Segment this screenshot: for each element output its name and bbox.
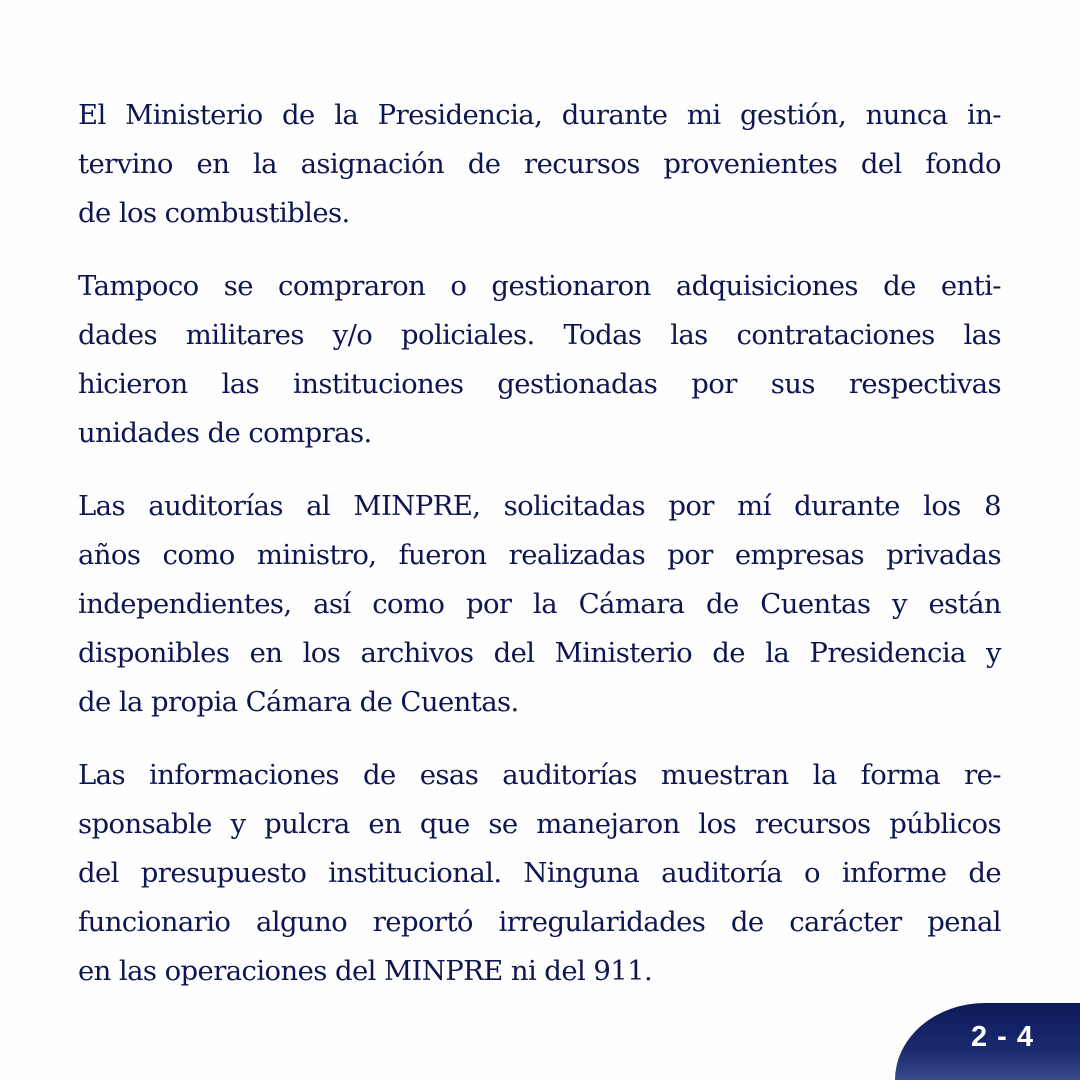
- text-line: hicieron las instituciones gestionadas por sus respectivas: [78, 368, 1001, 400]
- text-line: tervino en la asignación de recursos provenientes del fondo: [78, 148, 1001, 180]
- text-line: años como ministro, fueron realizadas por empresas privadas: [78, 539, 1001, 571]
- text-line: Las auditorías al MINPRE, solicitadas por mí durante los 8: [78, 490, 1001, 522]
- paragraph-2: [78, 262, 1001, 458]
- text-line: dades militares y/o policiales. Todas las contrataciones las: [78, 319, 1001, 351]
- text-line: Tampoco se compraron o gestionaron adquisiciones de enti-: [78, 270, 1001, 302]
- text-line: funcionario alguno reportó irregularidades de carácter penal: [78, 906, 1001, 938]
- statement-body: [78, 91, 1001, 1020]
- text-line: disponibles en los archivos del Ministerio de la Presidencia y: [78, 637, 1001, 669]
- text-line: de los combustibles.: [78, 197, 350, 229]
- page-indicator: 2 - 4: [970, 1021, 1034, 1053]
- text-line: sponsable y pulcra en que se manejaron los recursos públicos: [78, 808, 1001, 840]
- paragraph-4: [78, 751, 1001, 996]
- text-line: Las informaciones de esas auditorías muestran la forma re-: [78, 759, 1001, 791]
- text-line: del presupuesto institucional. Ninguna auditoría o informe de: [78, 857, 1001, 889]
- text-line: en las operaciones del MINPRE ni del 911.: [78, 955, 653, 987]
- text-line: El Ministerio de la Presidencia, durante mi gestión, nunca in-: [78, 99, 1001, 131]
- text-line: independientes, así como por la Cámara de Cuentas y están: [78, 588, 1001, 620]
- paragraph-3: [78, 482, 1001, 727]
- text-line: unidades de compras.: [78, 417, 372, 449]
- text-line: de la propia Cámara de Cuentas.: [78, 686, 519, 718]
- paragraph-1: [78, 91, 1001, 238]
